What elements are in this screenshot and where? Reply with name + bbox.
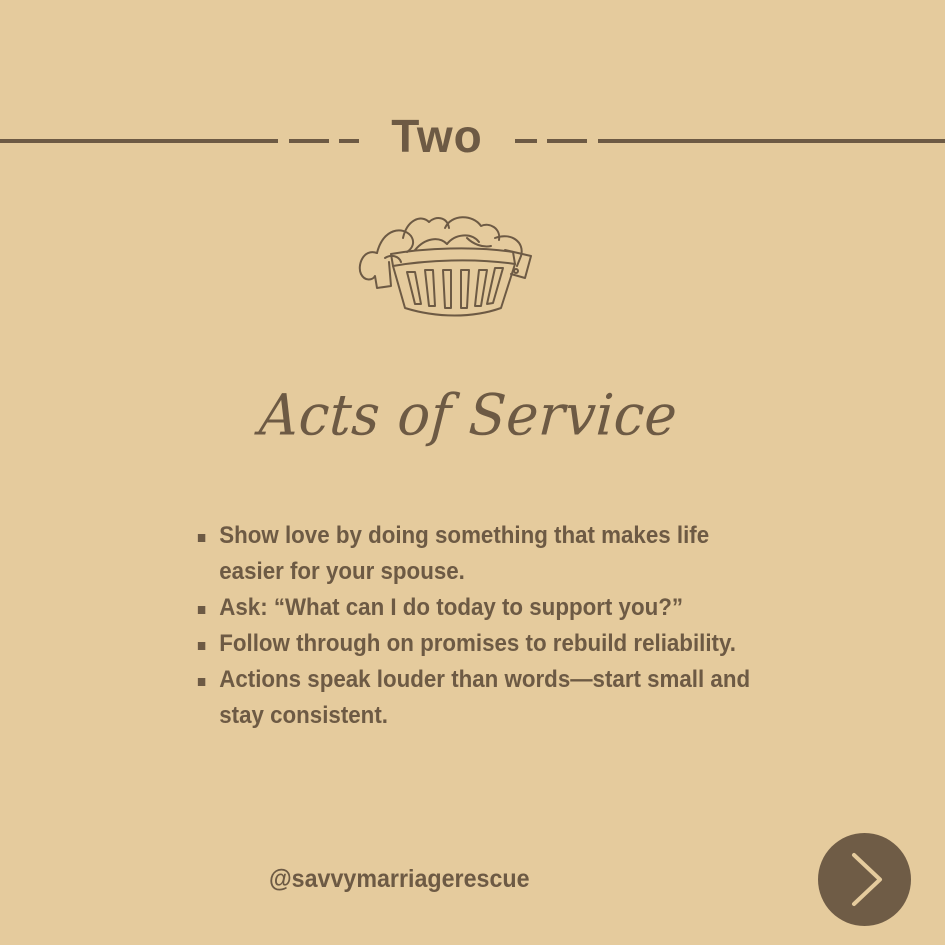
header-rule-right [598,139,945,143]
list-item [196,518,773,590]
section-heading: Acts of Service [257,382,680,449]
list-item [196,590,773,626]
bullet-square-icon [198,534,205,542]
header-dash-right-2 [547,139,587,143]
list-item-text: Ask: “What can I do today to support you?” [219,594,684,621]
chevron-right-icon [818,833,911,926]
list-item-text: Follow through on promises to rebuild reliability. [219,630,736,657]
list-item-text: Show love by doing something that makes life easier for your spouse. [219,522,710,585]
header-dash-left-1 [289,139,329,143]
account-handle: @savvymarriagerescue [269,865,530,893]
tips-list [196,518,816,734]
bullet-square-icon [198,642,205,650]
header-dash-left-2 [339,139,359,143]
header-dash-right-1 [515,139,537,143]
bullet-square-icon [198,678,205,686]
section-number: Two [391,110,483,162]
laundry-basket-icon [355,208,535,323]
bullet-square-icon [198,606,205,614]
next-button[interactable] [818,833,911,926]
list-item [196,662,773,734]
list-item [196,626,773,662]
header-rule-left [0,139,278,143]
list-item-text: Actions speak louder than words—start small and stay consistent. [219,666,751,729]
